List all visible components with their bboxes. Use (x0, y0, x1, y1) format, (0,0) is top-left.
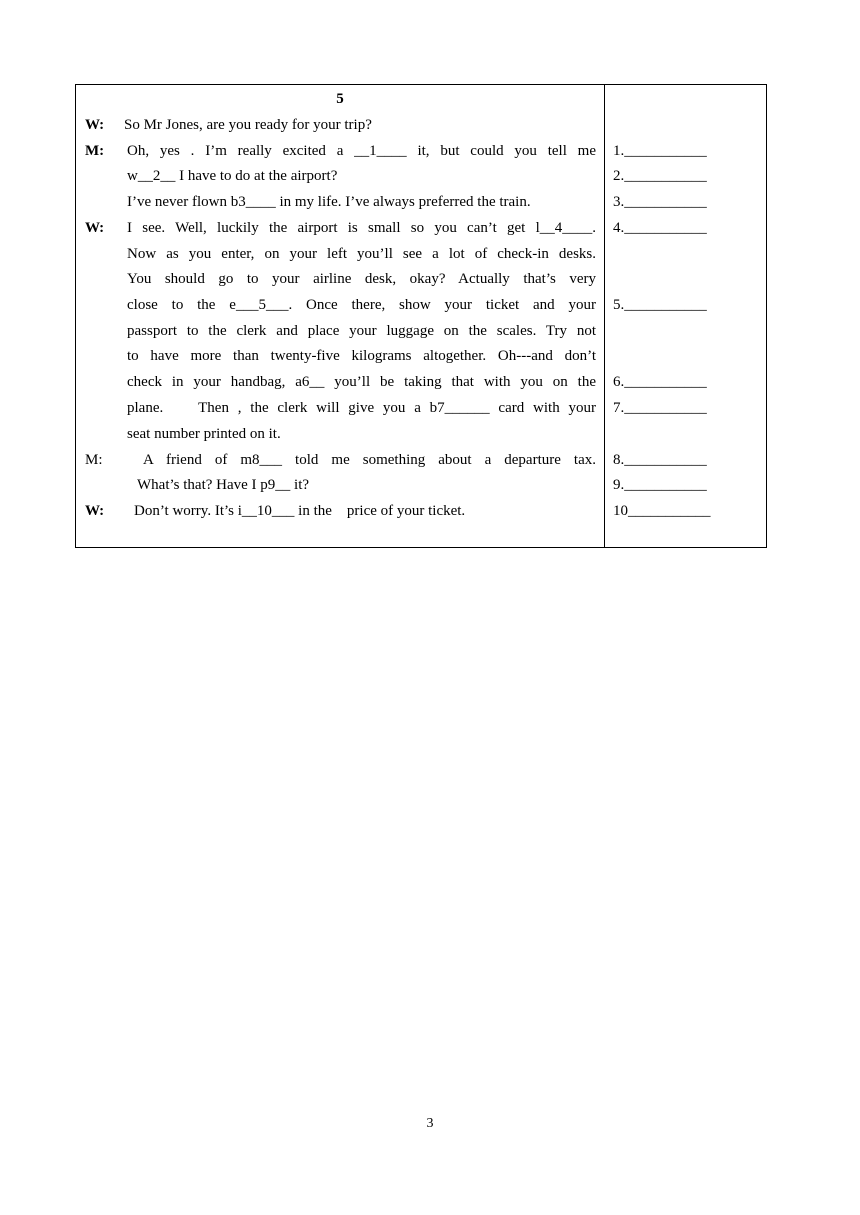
speaker-label: M: (85, 452, 103, 468)
answer-blank: 4.___________ (613, 220, 707, 236)
answer-blank: 10___________ (613, 503, 711, 519)
dialogue-line: seat number printed on it. (127, 426, 281, 442)
answer-blank: 5.___________ (613, 297, 707, 313)
dialogue-line: What’s that? Have I p9__ it? (137, 477, 310, 493)
dialogue-line: I’ve never flown b3____ in my life. I’ve always preferred the train. (127, 194, 531, 210)
dialogue-line: Oh, yes . I’m really excited a __1____ it, but could you tell me (127, 143, 596, 159)
dialogue-line: I see. Well, luckily the airport is small so you can’t get l__4____. (127, 220, 596, 236)
speaker-label: W: (85, 503, 105, 519)
dialogue-line: plane. Then , the clerk will give you a b7______ card with your (127, 400, 596, 416)
dialogue-line: close to the e___5___. Once there, show your ticket and your (127, 297, 596, 313)
answer-blank: 3.___________ (613, 194, 707, 210)
dialogue-line: So Mr Jones, are you ready for your trip? (124, 117, 372, 133)
speaker-label: W: (85, 220, 105, 236)
dialogue-line: to have more than twenty-five kilograms altogether. Oh---and don’t (127, 348, 596, 364)
dialogue-line: Don’t worry. It’s i__10___ in the price of your ticket. (134, 503, 466, 519)
dialogue-line: w__2__ I have to do at the airport? (127, 168, 338, 184)
dialogue-line: check in your handbag, a6__ you’ll be taking that with you on the (127, 374, 596, 390)
dialogue-line: passport to the clerk and place your luggage on the scales. Try not (127, 323, 596, 339)
answer-blank: 7.___________ (613, 400, 707, 416)
speaker-label: M: (85, 143, 105, 159)
column-divider (604, 85, 605, 547)
dialogue-line: A friend of m8___ told me something about a departure tax. (143, 452, 596, 468)
exercise-table (75, 84, 767, 548)
dialogue-line: You should go to your airline desk, okay? Actually that’s very (127, 271, 596, 287)
answer-blank: 1.___________ (613, 143, 707, 159)
speaker-label: W: (85, 117, 105, 133)
answer-blank: 9.___________ (613, 477, 707, 493)
page-number: 3 (426, 1116, 434, 1131)
answer-blank: 2.___________ (613, 168, 707, 184)
answer-blank: 8.___________ (613, 452, 707, 468)
dialogue-line: Now as you enter, on your left you’ll see a lot of check-in desks. (127, 246, 596, 262)
section-number: 5 (336, 91, 344, 107)
answer-blank: 6.___________ (613, 374, 707, 390)
